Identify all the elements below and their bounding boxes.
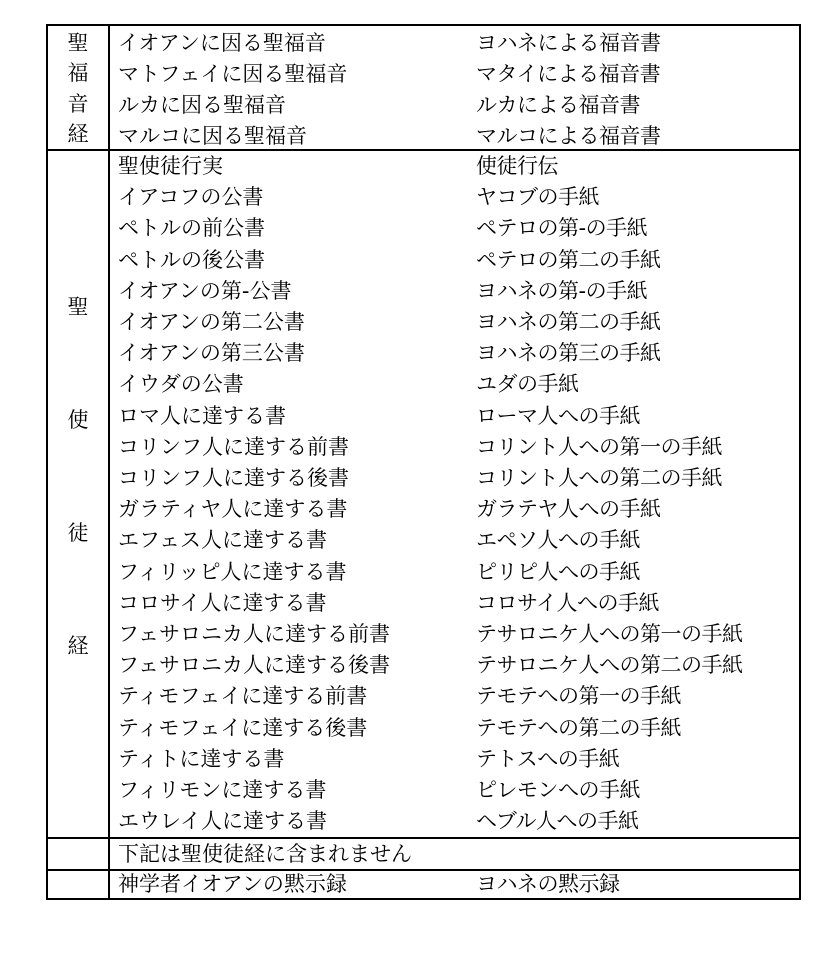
book-row	[110, 90, 799, 121]
book-name-new: ローマ人への手紙	[476, 403, 640, 428]
book-name-new: エペソ人への手紙	[476, 528, 640, 553]
section-label-char: 音	[67, 91, 89, 116]
book-name-new: ヨハネの第二の手紙	[476, 310, 661, 334]
revelation-row	[110, 869, 799, 900]
book-row	[110, 338, 799, 369]
book-name-old: イアコフの公書	[118, 185, 264, 210]
book-name-old: フィリモンに達する書	[118, 778, 327, 802]
book-row	[110, 775, 799, 806]
book-row	[110, 463, 799, 494]
book-name-new: ガラテヤ人への手紙	[476, 497, 661, 522]
book-name-old: エウレイ人に達する書	[118, 809, 327, 834]
gospels-label	[48, 28, 108, 150]
book-name-old: イオアンの第二公書	[118, 310, 305, 334]
book-name-new: ヨハネの黙示録	[476, 872, 620, 896]
book-name-new: ピレモンへの手紙	[476, 778, 640, 802]
book-name-new: ヤコブの手紙	[476, 185, 599, 210]
book-name-old: エフェス人に達する書	[118, 528, 327, 553]
book-name-old: ペトルの後公書	[118, 247, 265, 272]
book-name-new: コリント人への第二の手紙	[476, 466, 722, 490]
book-name-new: テトスへの手紙	[476, 746, 620, 771]
book-row	[110, 650, 799, 681]
book-row	[110, 588, 799, 619]
section-label-char: 聖	[67, 295, 89, 319]
book-name-old: ティトに達する書	[118, 746, 285, 771]
section-label-char: 使	[67, 408, 89, 432]
book-name-old: ロマ人に達する書	[118, 403, 286, 428]
section-label-char: 福	[67, 61, 89, 86]
book-row	[110, 681, 799, 712]
book-name-old: マルコに因る聖福音	[118, 124, 307, 148]
book-name-new: テサロニケ人への第二の手紙	[476, 653, 743, 678]
section-label-char: 聖	[67, 30, 89, 55]
book-row	[110, 369, 799, 400]
book-name-old: ペトルの前公書	[118, 216, 265, 241]
book-row	[110, 713, 799, 744]
book-row	[110, 182, 799, 213]
book-name-new: ヨハネの第-の手紙	[476, 278, 648, 303]
book-row	[110, 59, 799, 90]
book-row	[110, 307, 799, 338]
note-text: 下記は聖使徒経に含まれません	[118, 842, 412, 866]
section-label-char: 経	[67, 634, 89, 658]
book-name-old: コリンフ人に達する後書	[118, 466, 349, 490]
book-row	[110, 806, 799, 837]
book-name-new: ユダの手紙	[476, 372, 579, 397]
book-row	[110, 744, 799, 775]
book-row	[110, 557, 799, 588]
book-row	[110, 494, 799, 525]
book-name-old: ルカに因る聖福音	[118, 93, 286, 117]
book-name-old: 聖使徒行実	[118, 154, 223, 178]
book-row	[110, 213, 799, 244]
apostles-section	[48, 151, 799, 839]
gospels-section	[48, 26, 799, 150]
book-name-new: ヨハネによる福音書	[476, 31, 661, 55]
book-name-new: テモテへの第一の手紙	[476, 684, 681, 709]
book-name-new: マタイによる福音書	[476, 62, 661, 86]
book-name-old: マトフェイに因る聖福音	[118, 62, 348, 86]
book-row	[110, 276, 799, 307]
book-name-new: テモテへの第二の手紙	[476, 715, 681, 740]
book-name-new: 使徒行伝	[476, 154, 558, 178]
book-name-old: ティモフェイに達する前書	[118, 684, 368, 709]
book-name-old: フェサロニカ人に達する前書	[118, 622, 390, 646]
bible-book-table	[46, 24, 801, 900]
book-name-old: フィリッピ人に達する書	[118, 559, 347, 584]
book-name-old: ティモフェイに達する後書	[118, 715, 368, 740]
book-row	[110, 28, 799, 59]
book-name-new: コリント人への第一の手紙	[476, 434, 722, 459]
apostles-label	[48, 251, 108, 703]
book-name-new: テサロニケ人への第一の手紙	[476, 622, 743, 646]
book-name-new: ペテロの第二の手紙	[476, 247, 661, 272]
book-name-old: イオアンの第三公書	[118, 341, 305, 366]
book-name-new: ルカによる福音書	[476, 93, 640, 117]
book-name-old: 神学者イオアンの黙示録	[118, 872, 347, 896]
book-name-old: ガラティヤ人に達する書	[118, 497, 348, 522]
book-row	[110, 432, 799, 463]
book-name-old: イウダの公書	[118, 372, 244, 397]
book-row	[110, 245, 799, 276]
section-label-char: 経	[67, 122, 89, 147]
book-row	[110, 121, 799, 152]
book-name-new: コロサイ人への手紙	[476, 590, 660, 615]
book-name-new: ヨハネの第三の手紙	[476, 341, 661, 366]
book-row	[110, 401, 799, 432]
book-name-old: イオアンの第-公書	[118, 278, 292, 303]
book-name-old: イオアンに因る聖福音	[118, 31, 326, 55]
book-name-old: コロサイ人に達する書	[118, 590, 327, 615]
book-name-old: フェサロニカ人に達する後書	[118, 653, 390, 678]
book-name-new: マルコによる福音書	[476, 124, 661, 148]
book-row	[110, 151, 799, 182]
note-row	[110, 839, 799, 870]
book-name-new: ペテロの第-の手紙	[476, 216, 648, 241]
book-name-new: ヘブル人への手紙	[476, 809, 639, 834]
book-name-old: コリンフ人に達する前書	[118, 434, 349, 459]
book-name-new: ピリピ人への手紙	[476, 559, 640, 584]
book-row	[110, 619, 799, 650]
book-row	[110, 525, 799, 556]
section-label-char: 徒	[67, 521, 89, 545]
